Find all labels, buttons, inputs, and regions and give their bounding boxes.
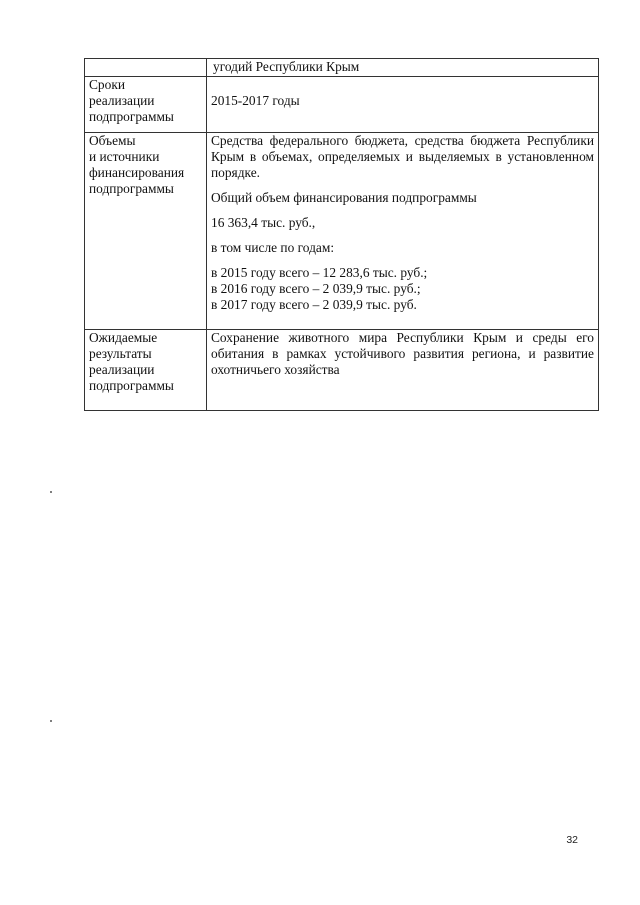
table-row-funding [85,133,599,330]
page-number: 32 [566,834,578,846]
subprogram-passport-table [84,58,599,411]
results-label-line-2: результаты [89,346,152,361]
funding-total-heading: Общий объем финансирования подпрограммы [211,190,477,205]
funding-year-2016: в 2016 году всего – 2 039,9 тыс. руб.; [211,281,421,296]
period-label-cell [85,77,207,133]
results-label-line-1: Ожидаемые [89,330,158,345]
scan-speck [50,491,52,493]
funding-value-cell [207,133,599,330]
funding-label-line-4: подпрограммы [89,181,174,196]
table-row-period [85,77,599,133]
funding-total-amount: 16 363,4 тыс. руб., [211,215,316,230]
results-value-cell [207,330,599,411]
results-label-line-3: реализации [89,362,155,377]
top-row-label-cell [85,59,207,77]
funding-label-cell [85,133,207,330]
top-row-value-cell [207,59,599,77]
table-row-results [85,330,599,411]
funding-label-line-1: Объемы [89,133,136,148]
results-label-line-4: подпрограммы [89,378,174,393]
funding-sources-paragraph: Средства федерального бюджета, средства бюджета Республики Крым в объемах, определяемых и выделяемых в установленном порядке. [211,133,594,180]
period-value-cell [207,77,599,133]
period-value: 2015-2017 годы [211,93,300,108]
results-value: Сохранение животного мира Республики Крым и среды его обитания в рамках устойчивого развития региона, и развитие охотничьего хозяйства [211,330,594,377]
results-label-cell [85,330,207,411]
funding-year-2017: в 2017 году всего – 2 039,9 тыс. руб. [211,297,417,312]
funding-label-line-3: финансирования [89,165,185,180]
funding-year-2015: в 2015 году всего – 12 283,6 тыс. руб.; [211,265,428,280]
period-label-line-2: реализации [89,93,155,108]
table-row-top [85,59,599,77]
funding-label-line-2: и источники [89,149,160,164]
period-label-line-3: подпрограммы [89,109,174,124]
scan-speck [50,720,52,722]
top-row-value: угодий Республики Крым [213,59,360,74]
period-label-line-1: Сроки [89,77,125,92]
funding-by-year-intro: в том числе по годам: [211,240,335,255]
